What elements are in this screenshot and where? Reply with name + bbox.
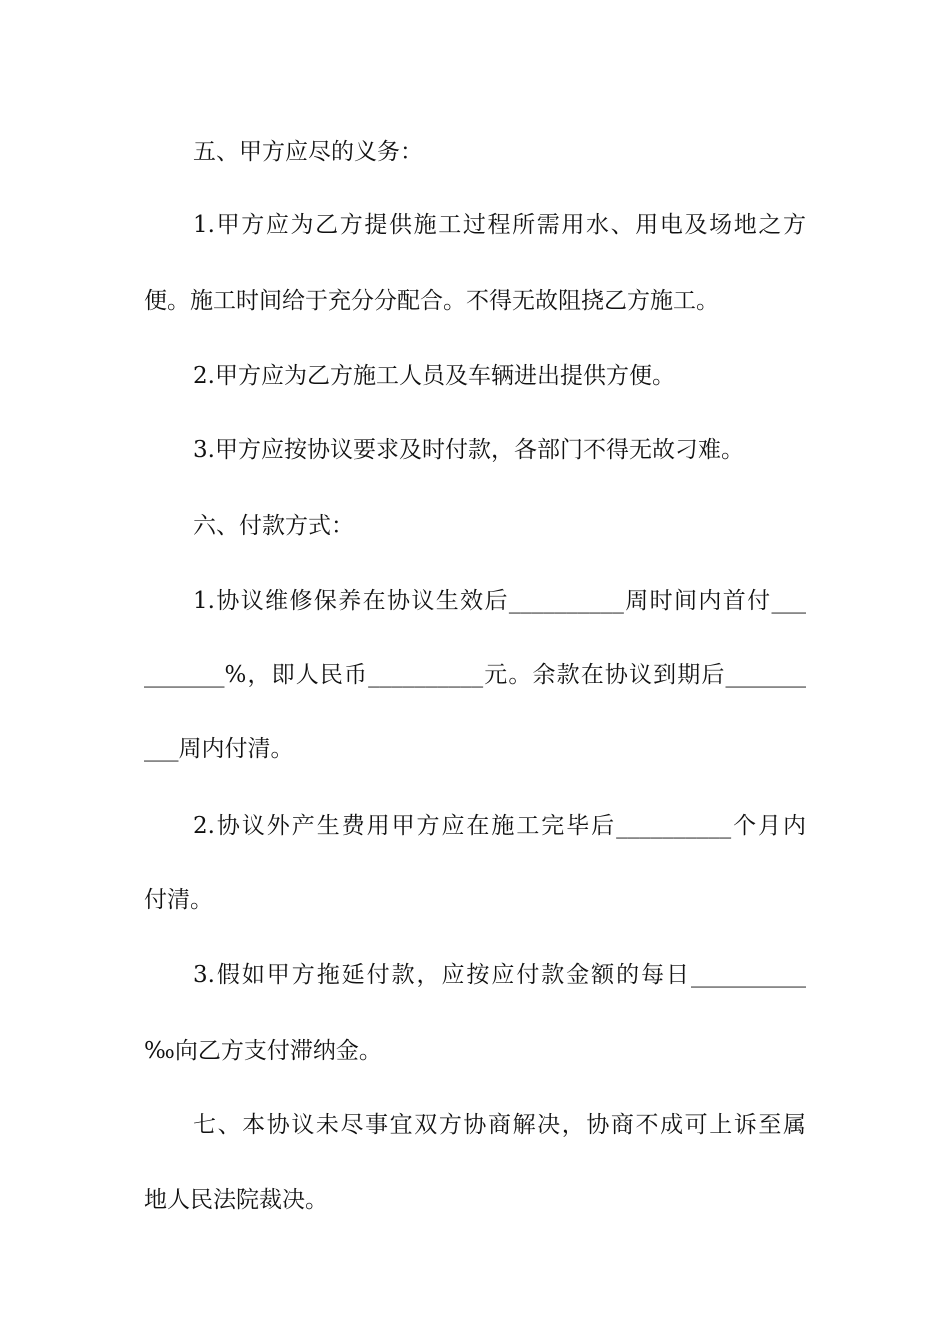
paragraph-line: 2.甲方应为乙方施工人员及车辆进出提供方便。 [193,363,675,389]
paragraph-line: 付清。 [144,887,213,913]
paragraph-line: 3.假如甲方拖延付款，应按应付款金额的每日__________ [193,962,806,988]
paragraph-line: 便。施工时间给于充分分配合。不得无故阻挠乙方施工。 [144,288,719,314]
paragraph-line: ___周内付清。 [144,736,294,762]
paragraph-line: 1.甲方应为乙方提供施工过程所需用水、用电及场地之方 [193,212,806,238]
paragraph-line: 2.协议外产生费用甲方应在施工完毕后__________个月内 [193,813,806,839]
section-heading-obligations: 五、甲方应尽的义务： [193,139,423,165]
paragraph-line: _______%，即人民币__________元。余款在协议到期后_______ [144,662,806,688]
paragraph-line: 1.协议维修保养在协议生效后__________周时间内首付___ [193,588,806,614]
paragraph-line: 地人民法院裁决。 [144,1187,328,1213]
paragraph-line: ‰向乙方支付滞纳金。 [144,1038,382,1064]
section-heading-dispute: 七、本协议未尽事宜双方协商解决，协商不成可上诉至属 [193,1112,806,1138]
section-heading-payment: 六、付款方式： [193,513,354,539]
paragraph-line: 3.甲方应按协议要求及时付款，各部门不得无故刁难。 [193,437,744,463]
